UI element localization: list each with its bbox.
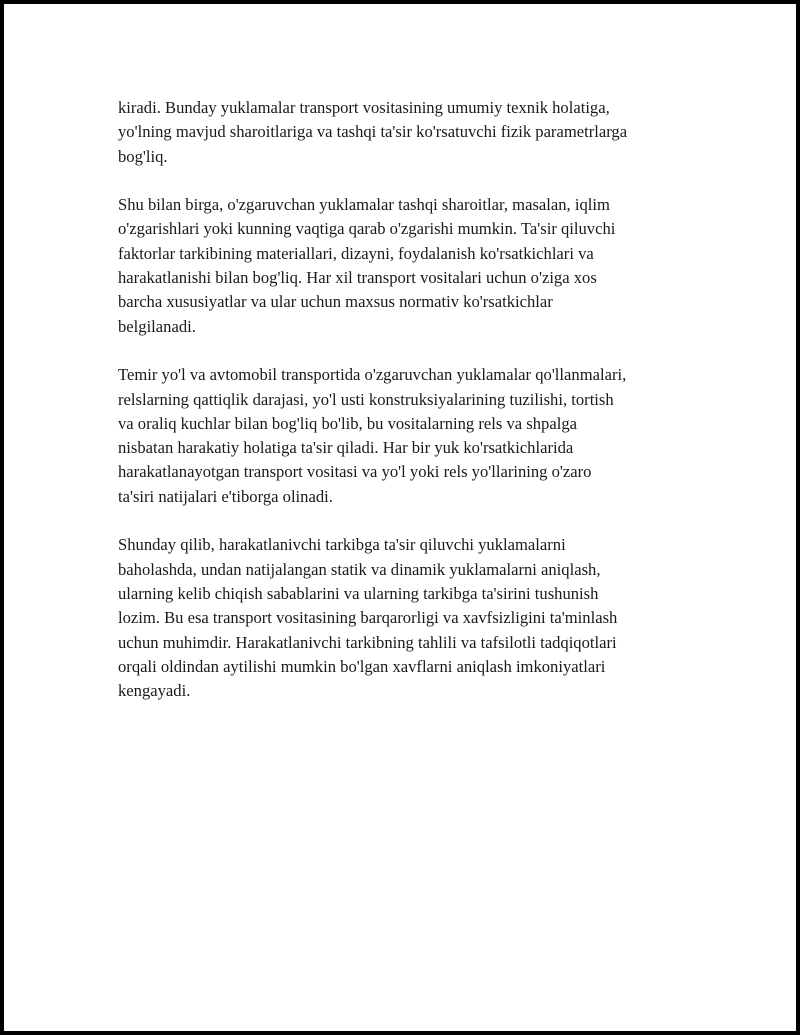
text-line: ularning kelib chiqish sabablarini va ularning tarkibga ta'sirini tushunish <box>118 583 599 603</box>
text-line: harakatlanayotgan transport vositasi va yo'l yoki rels yo'llarining o'zaro <box>118 462 592 482</box>
text-line: Shunday qilib, harakatlanivchi tarkibga ta'sir qiluvchi yuklamalarni <box>118 535 566 555</box>
text-line: Shu bilan birga, o'zgaruvchan yuklamalar tashqi sharoitlar, masalan, iqlim <box>118 195 610 215</box>
paragraph-2 <box>118 193 698 339</box>
text-line: barcha xususiyatlar va ular uchun maxsus normativ ko'rsatkichlar <box>118 292 553 312</box>
text-line: lozim. Bu esa transport vositasining barqarorligi va xavfsizligini ta'minlash <box>118 608 618 628</box>
paragraph-1 <box>118 96 698 169</box>
text-line: uchun muhimdir. Harakatlanivchi tarkibning tahlili va tafsilotli tadqiqotlari <box>118 632 617 652</box>
text-line: baholashda, undan natijalangan statik va dinamik yuklamalarni aniqlash, <box>118 559 601 579</box>
document-body <box>118 96 698 728</box>
text-line: orqali oldindan aytilishi mumkin bo'lgan xavflarni aniqlash imkoniyatlari <box>118 656 606 676</box>
text-line: bog'liq. <box>118 146 168 166</box>
text-line: kengayadi. <box>118 681 191 701</box>
text-line: ta'siri natijalari e'tiborga olinadi. <box>118 486 333 506</box>
text-line: o'zgarishlari yoki kunning vaqtiga qarab o'zgarishi mumkin. Ta'sir qiluvchi <box>118 219 616 239</box>
text-line: yo'lning mavjud sharoitlariga va tashqi ta'sir ko'rsatuvchi fizik parametrlarga <box>118 122 628 142</box>
text-line: relslarning qattiqlik darajasi, yo'l usti konstruksiyalarining tuzilishi, tortish <box>118 389 614 409</box>
text-line: kiradi. Bunday yuklamalar transport vositasining umumiy texnik holatiga, <box>118 98 610 117</box>
paragraph-4 <box>118 533 698 703</box>
text-line: faktorlar tarkibining materiallari, dizayni, foydalanish ko'rsatkichlari va <box>118 243 594 263</box>
text-line: Temir yo'l va avtomobil transportida o'zgaruvchan yuklamalar qo'llanmalari, <box>118 365 627 385</box>
text-line: va oraliq kuchlar bilan bog'liq bo'lib, bu vositalarning rels va shpalga <box>118 413 577 433</box>
text-line: harakatlanishi bilan bog'liq. Har xil transport vositalari uchun o'ziga xos <box>118 268 597 288</box>
paragraph-3 <box>118 363 698 509</box>
text-line: belgilanadi. <box>118 316 196 336</box>
text-line: nisbatan harakatiy holatiga ta'sir qiladi. Har bir yuk ko'rsatkichlarida <box>118 438 574 458</box>
